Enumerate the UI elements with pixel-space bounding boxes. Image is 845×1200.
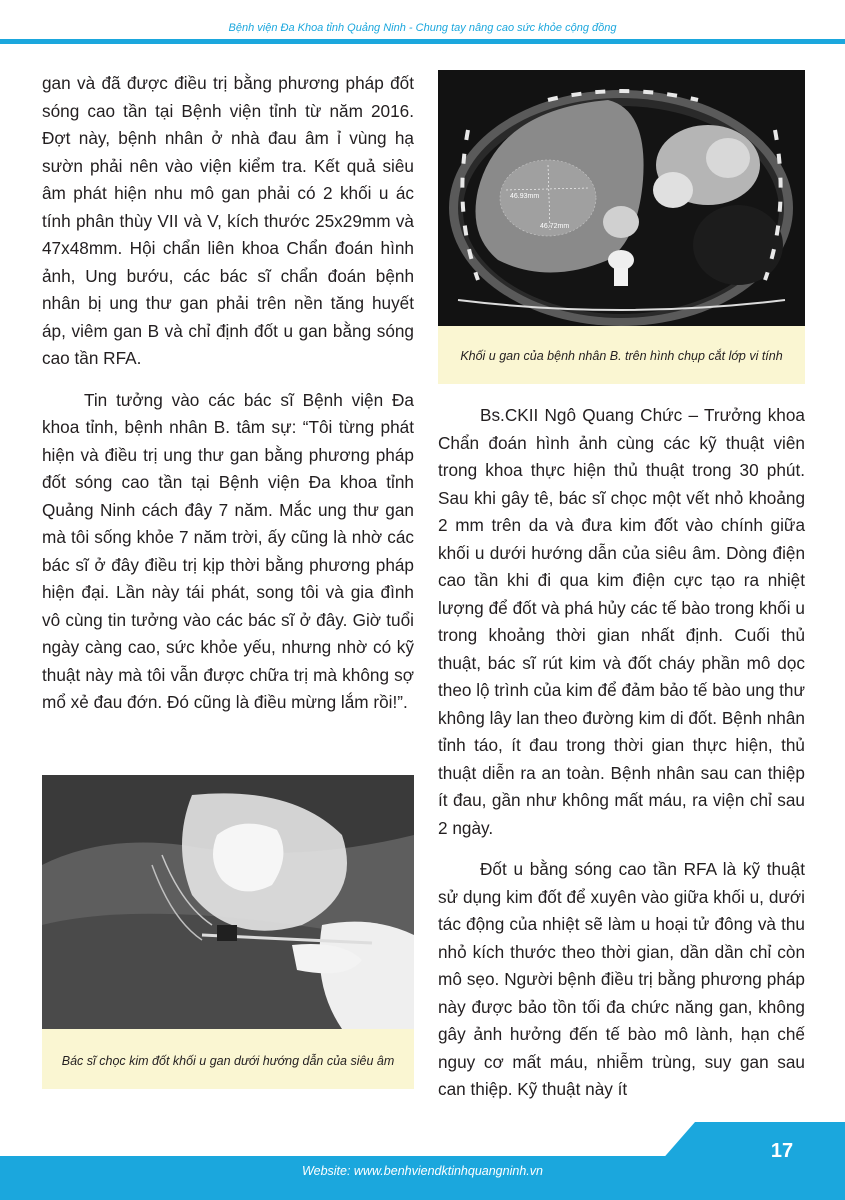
ct-scan-figure: [438, 70, 805, 384]
page-header: [0, 0, 845, 40]
ct-scan-graphic: [438, 70, 805, 326]
paragraph: Bs.CKII Ngô Quang Chức – Trưởng khoa Chẩn đoán hình ảnh cùng các kỹ thuật viên trong khoa thực hiện thủ thuật trong 30 phút. Sau khi gây tê, bác sĩ chọc một vết nhỏ khoảng 2 mm trên da và đưa kim đốt vào chính giữa khối u dưới hướng dẫn của siêu âm. Dòng điện cao tần khi đi qua kim điện cực tạo ra nhiệt lượng để đốt và phá hủy các tế bào trong khối u trong khoảng thời gian nhất định. Cuối thủ thuật, bác sĩ rút kim và đốt cháy phần mô dọc theo lộ trình của kim để đảm bảo tế bào ung thư không lây lan theo đường kim di đốt. Bệnh nhân tỉnh táo, ít đau trong thời gian thực hiện, thủ thuật diễn ra an toàn. Bệnh nhân sau can thiệp ít đau, gần như không mất máu, ra viện chỉ sau 2 ngày.: [438, 405, 805, 838]
ct-scan-caption: Khối u gan của bệnh nhân B. trên hình chụp cắt lớp vi tính: [460, 348, 783, 363]
ct-scan-image: [438, 70, 805, 326]
header-tagline: Bệnh viện Đa Khoa tỉnh Quảng Ninh - Chung tay nâng cao sức khỏe cộng đồng: [228, 22, 617, 34]
paragraph: gan và đã được điều trị bằng phương pháp đốt sóng cao tần tại Bệnh viện tỉnh từ năm 2016. Đợt này, bệnh nhân ở nhà đau âm ỉ vùng hạ sườn phải nên vào viện kiểm tra. Kết quả siêu âm phát hiện nhu mô gan phải có 2 khối u ác tính phân thùy VII và V, kích thước 25x29mm và 47x48mm. Hội chẩn liên khoa Chẩn đoán hình ảnh, Ung bướu, các bác sĩ chẩn đoán bệnh nhân bị ung thư gan phải trên nền tăng huyết áp, viêm gan B và chỉ định đốt u gan bằng sóng cao tần RFA.: [42, 73, 414, 368]
header-divider: [0, 39, 845, 44]
page-number: 17: [770, 1140, 794, 1162]
tumor-measurement-2: 46.72mm: [540, 223, 570, 230]
procedure-caption: Bác sĩ chọc kim đốt khối u gan dưới hướng dẫn của siêu âm: [61, 1053, 395, 1068]
right-text-column: [438, 402, 805, 1118]
left-text-column: [42, 70, 414, 731]
paragraph: Tin tưởng vào các bác sĩ Bệnh viện Đa khoa tỉnh, bệnh nhân B. tâm sự: “Tôi từng phát hiện và điều trị ung thư gan bằng phương pháp đốt sóng cao tần tại Bệnh viện Đa khoa tỉnh Quảng Ninh cách đây 7 năm. Mắc ung thư gan mà tôi sống khỏe 7 năm trời, ấy cũng là nhờ các bác sĩ ở đây điều trị kịp thời bằng phương pháp hiện đại. Lần này tái phát, song tôi và gia đình vô cùng tin tưởng vào các bác sĩ ở đây. Giờ tuổi ngày càng cao, sức khỏe yếu, nhưng nhờ có kỹ thuật này mà tôi vẫn được chữa trị mà không sợ mổ xẻ đau đớn. Đó cũng là điều mừng lắm rồi!”.: [42, 389, 414, 712]
procedure-graphic: [42, 775, 414, 1029]
procedure-figure: [42, 775, 414, 1089]
tumor-measurement-1: 46.93mm: [510, 193, 540, 200]
footer-website: Website: www.benhviendktinhquangninh.vn: [302, 1164, 543, 1178]
procedure-photo: [42, 775, 414, 1029]
paragraph: Đốt u bằng sóng cao tần RFA là kỹ thuật sử dụng kim đốt để xuyên vào giữa khối u, dưới tác động của nhiệt sẽ làm u hoại tử đông và thu nhỏ kích thước theo thời gian, dần dần chỉ còn mô sẹo. Người bệnh điều trị bằng phương pháp này được bảo tồn tối đa chức năng gan, không gây ảnh hưởng đến tế bào mô lành, hạn chế nguy cơ mất máu, nhiễm trùng, suy gan sau can thiệp. Kỹ thuật này ít: [438, 859, 805, 1099]
page-footer: [0, 1156, 845, 1200]
